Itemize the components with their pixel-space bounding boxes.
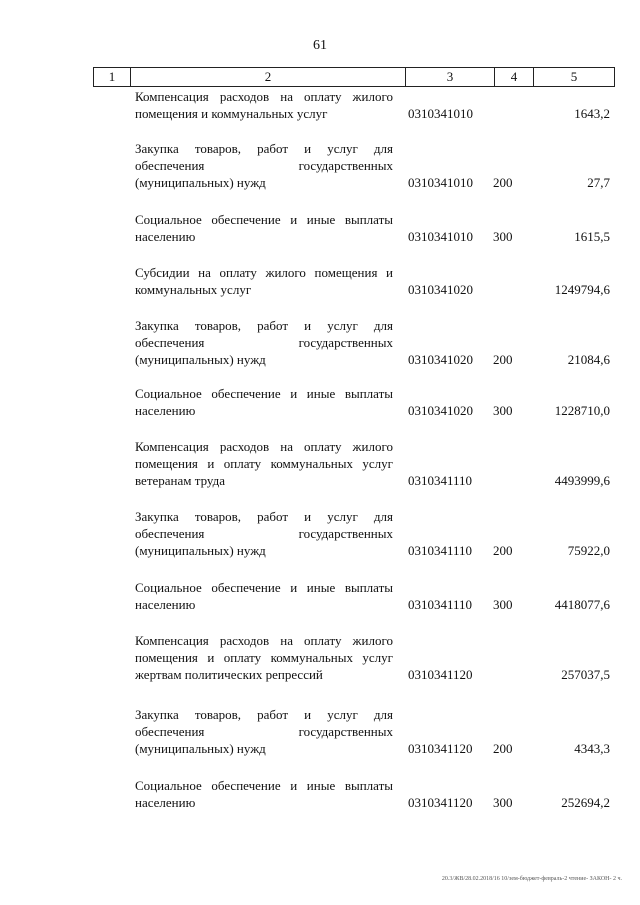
document-footer-path: 20.3/ЖВ/28.02.2018/16 10/зем-бюджет-февраль-2 чтение- ЗАКОН- 2 ч. [441, 876, 622, 882]
column-header-5: 5 [534, 68, 615, 87]
row-amount: 1643,2 [574, 106, 610, 121]
row-code: 0310341110 [408, 543, 473, 558]
row-amount: 257037,5 [561, 667, 610, 682]
row-amount: 4343,3 [574, 741, 610, 756]
row-description: Социальное обеспечение и иные выплаты населению [135, 386, 393, 418]
column-header-table [93, 67, 615, 87]
row-code: 0310341010 [408, 175, 473, 190]
row-amount: 1228710,0 [554, 403, 610, 418]
row-code: 0310341120 [408, 667, 473, 682]
row-description: Компенсация расходов на оплату жилого помещения и оплату коммунальных услуг жертвам политических репрессий [135, 633, 393, 682]
row-description: Социальное обеспечение и иные выплаты населению [135, 580, 393, 612]
row-description: Закупка товаров, работ и услуг для обеспечения государственных (муниципальных) нужд [135, 707, 393, 756]
row-amount: 1249794,6 [554, 282, 610, 297]
row-description: Закупка товаров, работ и услуг для обеспечения государственных (муниципальных) нужд [135, 509, 393, 558]
row-description: Субсидии на оплату жилого помещения и коммунальных услуг [135, 265, 393, 297]
row-description: Закупка товаров, работ и услуг для обеспечения государственных (муниципальных) нужд [135, 141, 393, 190]
row-amount: 252694,2 [561, 795, 610, 810]
row-amount: 4493999,6 [554, 473, 610, 488]
row-description: Социальное обеспечение и иные выплаты населению [135, 212, 393, 244]
row-type: 200 [493, 175, 513, 190]
row-amount: 4418077,6 [554, 597, 610, 612]
row-description: Компенсация расходов на оплату жилого помещения и коммунальных услуг [135, 89, 393, 121]
row-description: Социальное обеспечение и иные выплаты населению [135, 778, 393, 810]
row-code: 0310341010 [408, 106, 473, 121]
row-code: 0310341120 [408, 741, 473, 756]
row-type: 200 [493, 352, 513, 367]
row-code: 0310341020 [408, 352, 473, 367]
row-code: 0310341110 [408, 597, 473, 612]
row-code: 0310341120 [408, 795, 473, 810]
row-type: 200 [493, 741, 513, 756]
column-header-4: 4 [495, 68, 534, 87]
row-code: 0310341110 [408, 473, 473, 488]
row-amount: 75922,0 [567, 543, 610, 558]
row-type: 300 [493, 229, 513, 244]
column-header-1: 1 [94, 68, 131, 87]
row-type: 300 [493, 795, 513, 810]
row-code: 0310341010 [408, 229, 473, 244]
row-code: 0310341020 [408, 282, 473, 297]
row-amount: 21084,6 [567, 352, 610, 367]
row-type: 200 [493, 543, 513, 558]
column-header-2: 2 [131, 68, 406, 87]
page-number: 61 [313, 38, 327, 53]
row-description: Компенсация расходов на оплату жилого помещения и оплату коммунальных услуг ветеранам труда [135, 439, 393, 488]
row-description: Закупка товаров, работ и услуг для обеспечения государственных (муниципальных) нужд [135, 318, 393, 367]
row-type: 300 [493, 597, 513, 612]
column-header-3: 3 [406, 68, 495, 87]
row-amount: 1615,5 [574, 229, 610, 244]
row-code: 0310341020 [408, 403, 473, 418]
row-type: 300 [493, 403, 513, 418]
row-amount: 27,7 [587, 175, 610, 190]
